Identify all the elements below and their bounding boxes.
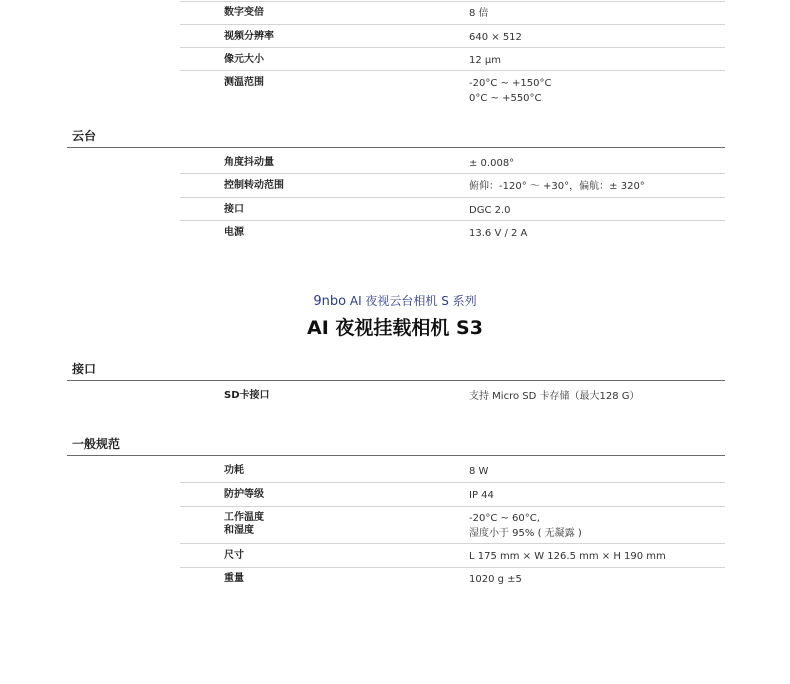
section-divider	[67, 147, 725, 148]
product-series-heading	[0, 292, 790, 309]
row-divider	[180, 173, 725, 174]
spec-value: -20°C ~ 60°C, 湿度小于 95% ( 无凝露 )	[469, 513, 582, 539]
spec-label: 工作温度 和湿度	[224, 512, 264, 536]
spec-label: 数字变倍	[224, 7, 264, 18]
spec-label: 像元大小	[224, 54, 264, 65]
spec-value: 8 倍	[469, 8, 489, 19]
spec-value: DGC 2.0	[469, 205, 511, 216]
row-divider	[180, 543, 725, 544]
spec-value: -20°C ~ +150°C 0°C ~ +550°C	[469, 78, 552, 104]
spec-value: 13.6 V / 2 A	[469, 228, 528, 239]
spec-label: 功耗	[224, 465, 244, 476]
section-title-interface: 接口	[72, 362, 97, 376]
spec-value: 12 µm	[469, 55, 502, 66]
section-title-general: 一般规范	[72, 437, 121, 451]
section-divider	[67, 380, 725, 381]
spec-label: SD卡接口	[224, 390, 270, 401]
spec-value: 640 × 512	[469, 32, 522, 43]
section-title-gimbal: 云台	[72, 129, 97, 143]
row-divider	[180, 1, 725, 2]
row-divider	[180, 482, 725, 483]
spec-value: 1020 g ±5	[469, 574, 522, 585]
product-title: AI 夜视挂载相机 S3	[307, 317, 483, 339]
spec-label: 重量	[224, 573, 244, 584]
spec-value: L 175 mm × W 126.5 mm × H 190 mm	[469, 551, 666, 562]
spec-value: 支持 Micro SD 卡存储（最大128 G）	[469, 391, 640, 402]
row-divider	[180, 220, 725, 221]
series-name: AI 夜视云台相机 S 系列	[349, 294, 477, 308]
brand-logo-text: 9nbo	[313, 294, 347, 309]
row-divider	[180, 47, 725, 48]
spec-label: 接口	[224, 204, 244, 215]
spec-label: 测温范围	[224, 77, 264, 88]
row-divider	[180, 197, 725, 198]
spec-value: 俯仰：-120° ～ +30°，偏航：± 320°	[469, 181, 645, 192]
row-divider	[180, 506, 725, 507]
row-divider	[180, 567, 725, 568]
spec-label: 视频分辨率	[224, 31, 274, 42]
row-divider	[180, 70, 725, 71]
spec-value: IP 44	[469, 490, 494, 501]
spec-label: 角度抖动量	[224, 157, 274, 168]
spec-value: ± 0.008°	[469, 158, 515, 169]
spec-label: 电源	[224, 227, 244, 238]
spec-label: 尺寸	[224, 550, 244, 561]
spec-label: 控制转动范围	[224, 180, 284, 191]
spec-label: 防护等级	[224, 489, 264, 500]
section-divider	[67, 455, 725, 456]
row-divider	[180, 24, 725, 25]
spec-value: 8 W	[469, 466, 489, 477]
